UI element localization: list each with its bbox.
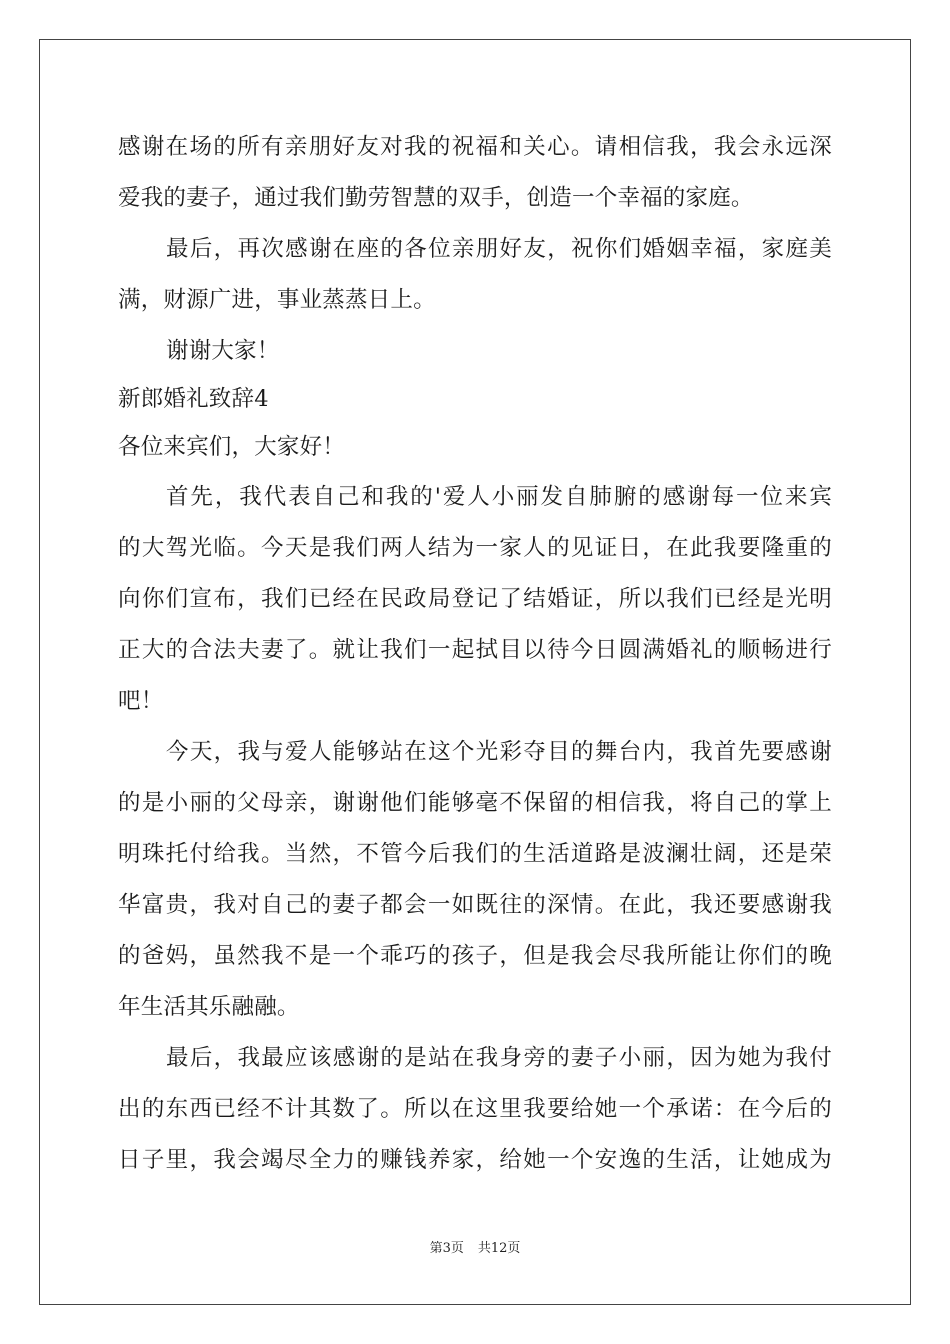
- paragraph-line: 满，财源广进，事业蒸蒸日上。: [118, 287, 436, 313]
- salutation: 各位来宾们，大家好！: [118, 434, 346, 460]
- paragraph-line: 日子里，我会竭尽全力的赚钱养家，给她一个安逸的生活，让她成为: [118, 1147, 832, 1173]
- paragraph-line: 首先，我代表自己和我的'爱人小丽发自肺腑的感谢每一位来宾: [166, 484, 832, 510]
- paragraph-line: 爱我的妻子，通过我们勤劳智慧的双手，创造一个幸福的家庭。: [118, 185, 754, 211]
- closing-thanks: 谢谢大家！: [166, 338, 280, 364]
- paragraph-line: 今天，我与爱人能够站在这个光彩夺目的舞台内，我首先要感谢: [166, 739, 832, 765]
- paragraph-line: 出的东西已经不计其数了。所以在这里我要给她一个承诺：在今后的: [118, 1096, 832, 1122]
- paragraph-line: 正大的合法夫妻了。就让我们一起拭目以待今日圆满婚礼的顺畅进行: [118, 637, 832, 663]
- paragraph-line: 华富贵，我对自己的妻子都会一如既往的深情。在此，我还要感谢我: [118, 892, 832, 918]
- paragraph-line: 明珠托付给我。当然，不管今后我们的生活道路是波澜壮阔，还是荣: [118, 841, 832, 867]
- page-footer: [0, 1240, 950, 1258]
- paragraph-line: 最后，我最应该感谢的是站在我身旁的妻子小丽，因为她为我付: [166, 1045, 832, 1071]
- paragraph-line: 的是小丽的父母亲，谢谢他们能够毫不保留的相信我，将自己的掌上: [118, 790, 832, 816]
- paragraph-line: 感谢在场的所有亲朋好友对我的祝福和关心。请相信我，我会永远深: [118, 134, 832, 160]
- paragraph-line: 年生活其乐融融。: [118, 994, 300, 1020]
- paragraph-line: 向你们宣布，我们已经在民政局登记了结婚证，所以我们已经是光明: [118, 586, 832, 612]
- paragraph-line: 最后，再次感谢在座的各位亲朋好友，祝你们婚姻幸福，家庭美: [166, 236, 832, 262]
- paragraph-line: 的大驾光临。今天是我们两人结为一家人的见证日，在此我要隆重的: [118, 535, 832, 561]
- paragraph-line: 的爸妈，虽然我不是一个乖巧的孩子，但是我会尽我所能让你们的晚: [118, 943, 832, 969]
- paragraph-line: 吧！: [118, 688, 164, 714]
- page-number: 第3页: [429, 1241, 464, 1256]
- page-total: 共12页: [477, 1241, 521, 1256]
- section-heading: 新郎婚礼致辞4: [118, 386, 269, 412]
